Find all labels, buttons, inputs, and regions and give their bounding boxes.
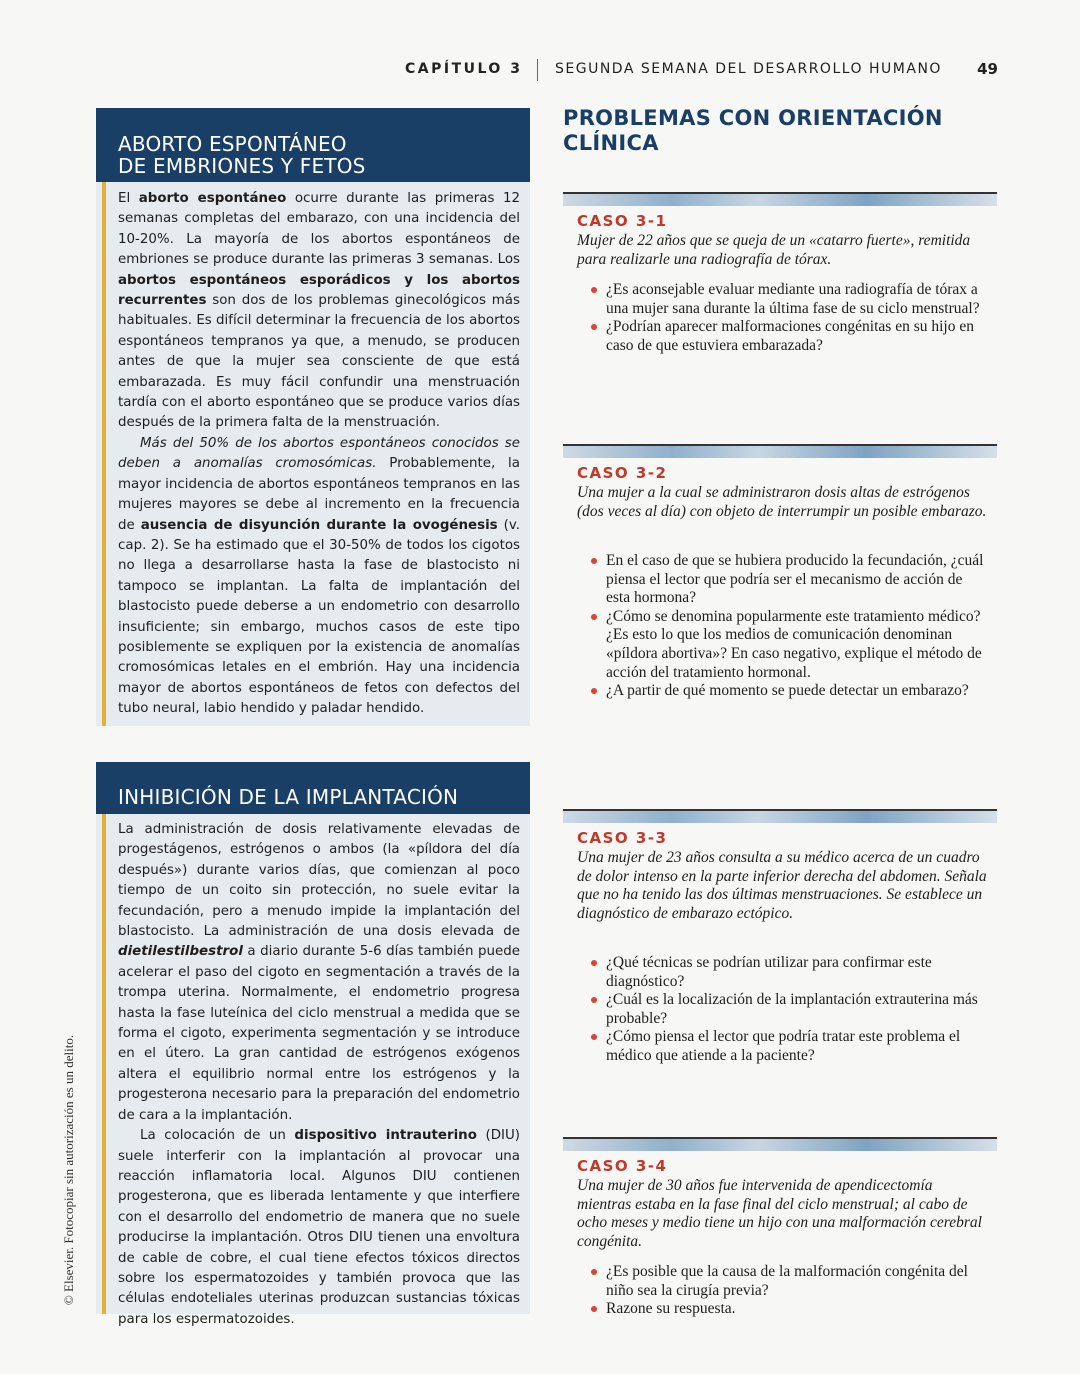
box-aborto-title-line1: ABORTO ESPONTÁNEO (118, 132, 347, 156)
page-number: 49 (977, 60, 998, 78)
box-inhibicion-title (96, 762, 530, 814)
box-aborto-body (118, 189, 520, 720)
case-title: CASO 3-4 (577, 1157, 668, 1175)
bullet-icon (591, 960, 597, 966)
question-text: ¿Cómo piensa el lector que podría tratar este problema el médico que atiende a la paciente? (606, 1028, 961, 1064)
case-question (587, 682, 987, 701)
question-text: Razone su respuesta. (606, 1300, 736, 1318)
box-inhibicion-paragraph-2: La colocación de un dispositivo intrauterino (DIU) suele interferir con la implantación al provocar una reacción inflamatoria local. Algunos DIU contienen progesterona, que es liberada lentamente y que interfiere con el desarrollo del endometrio de manera que no suele producirse la implantación. Otros DIU tienen una envoltura de cable de cobre, el cual tiene efectos tóxicos directos sobre los espermatozoides y también provoca que las células endoteliales uterinas produzcan sustancias tóxicas para los espermatozoides. (118, 1128, 520, 1327)
header-divider (537, 59, 538, 81)
bullet-icon (591, 614, 597, 620)
case-question (587, 318, 987, 355)
case-question (587, 1263, 987, 1300)
case-questions (587, 954, 987, 1066)
copyright-note (58, 1020, 80, 1320)
case-divider-bar (563, 192, 997, 206)
question-text: ¿Podrían aparecer malformaciones congénitas en su hijo en caso de que estuviera embarazada? (606, 318, 974, 354)
case-divider-bar (563, 1137, 997, 1151)
box-aborto-paragraph-1: El aborto espontáneo ocurre durante las primeras 12 semanas completas del embarazo, con una incidencia del 10-20%. La mayoría de los abortos espontáneos de embriones se produce durante las primeras 3 semanas. Los abortos espontáneos esporádicos y los abortos recurrentes son dos de los problemas ginecológicos más habituales. Es difícil determinar la frecuencia de los abortos espontáneos tempranos ya que, a menudo, se producen antes de que la mujer sea consciente de que está embarazada. Es muy fácil confundir una menstruación tardía con el aborto espontáneo que se produce varios días después de la primera falta de la menstruación. (118, 191, 520, 431)
question-text: ¿Es posible que la causa de la malformación congénita del niño sea la cirugía previa? (606, 1263, 968, 1299)
problemas-heading-line1: PROBLEMAS CON ORIENTACIÓN (563, 106, 943, 130)
chapter-label: CAPÍTULO 3 (405, 61, 523, 77)
problemas-heading-line2: CLÍNICA (563, 131, 659, 155)
case-title: CASO 3-2 (577, 464, 668, 482)
box-inhibicion-body (118, 820, 520, 1330)
case-intro: Una mujer de 23 años consulta a su médico acerca de un cuadro de dolor intenso en la parte inferior derecha del abdomen. Señala que no ha tenido las dos últimas menstruaciones. Se establece un diagnóstico de embarazo ectópico. (577, 849, 987, 922)
box-aborto-title-line2: DE EMBRIONES Y FETOS (118, 154, 366, 178)
case-questions (587, 1263, 987, 1319)
bullet-icon (591, 558, 597, 564)
case-question (587, 1300, 987, 1319)
case-question (587, 1028, 987, 1065)
case-divider-bar (563, 444, 997, 458)
case-3-4 (563, 1137, 997, 1327)
bullet-icon (591, 287, 597, 293)
problemas-heading (563, 106, 983, 156)
bullet-icon (591, 1306, 597, 1312)
box-inhibicion-title-text: INHIBICIÓN DE LA IMPLANTACIÓN (118, 785, 459, 809)
box-inhibicion-implantacion (96, 762, 530, 1327)
case-3-3 (563, 809, 997, 1079)
question-text: En el caso de que se hubiera producido la fecundación, ¿cuál piensa el lector que podría ser el mecanismo de acción de esta hormona? (606, 552, 984, 607)
bullet-icon (591, 1034, 597, 1040)
bullet-icon (591, 688, 597, 694)
case-divider-bar (563, 809, 997, 823)
case-intro: Una mujer de 30 años fue intervenida de apendicectomía mientras estaba en la fase final del ciclo menstrual; al cabo de ocho meses y medio tiene un hijo con una malformación cerebral congénita. (577, 1177, 982, 1250)
question-text: ¿Cuál es la localización de la implantación extrauterina más probable? (606, 991, 978, 1027)
bullet-icon (591, 1269, 597, 1275)
question-text: ¿A partir de qué momento se puede detectar un embarazo? (606, 682, 969, 700)
case-title: CASO 3-3 (577, 829, 668, 847)
bullet-icon (591, 324, 597, 330)
box-aborto-espontaneo (96, 108, 530, 726)
running-header (380, 59, 1000, 81)
case-question (587, 608, 987, 682)
question-text: ¿Cómo se denomina popularmente este tratamiento médico? ¿Es esto lo que los medios de comunicación denominan «píldora abortiva»? En caso negativo, explique el método de acción del tratamiento hormonal. (606, 607, 982, 681)
box-inhibicion-paragraph-1: La administración de dosis relativamente elevadas de progestágenos, estrógenos o ambos (la «píldora del día después») durante varios días, que comienzan al poco tiempo de un coito sin protección, no suele evitar la fecundación, pero a menudo impide la implantación del blastocisto. La administración de una dosis elevada de dietilestilbestrol a diario durante 5-6 días también puede acelerar el paso del cigoto en segmentación a través de la trompa uterina. Normalmente, el endometrio progresa hasta la fase luteínica del ciclo menstrual a medida que se forma el cigoto, experimenta segmentación y se introduce en el útero. La gran cantidad de estrógenos exógenos altera el equilibrio normal entre los estrógenos y la progesterona necesario para la preparación del endometrio de cara a la implantación. (118, 822, 520, 1123)
case-3-1 (563, 192, 997, 382)
question-text: ¿Es aconsejable evaluar mediante una radiografía de tórax a una mujer sana durante la última fase de su ciclo menstrual? (606, 281, 980, 317)
case-title: CASO 3-1 (577, 212, 668, 230)
case-questions (587, 552, 987, 701)
box-aborto-title (96, 108, 530, 182)
bullet-icon (591, 997, 597, 1003)
chapter-title: SEGUNDA SEMANA DEL DESARROLLO HUMANO (555, 61, 942, 77)
case-question (587, 991, 987, 1028)
question-text: ¿Qué técnicas se podrían utilizar para confirmar este diagnóstico? (606, 954, 932, 990)
case-questions (587, 281, 987, 355)
case-question (587, 552, 987, 608)
case-question (587, 954, 987, 991)
case-intro: Mujer de 22 años que se queja de un «catarro fuerte», remitida para realizarle una radiografía de tórax. (577, 232, 971, 268)
case-question (587, 281, 987, 318)
box-aborto-paragraph-2: Más del 50% de los abortos espontáneos conocidos se deben a anomalías cromosómicas. Probablemente, la mayor incidencia de abortos espontáneos tempranos en las mujeres mayores se debe al incremento en la frecuencia de ausencia de disyunción durante la ovogénesis (v. cap. 2). Se ha estimado que el 30-50% de todos los cigotos no llega a desarrollarse hasta la fase de blastocisto ni tampoco se implantan. La falta de implantación del blastocisto puede deberse a un endometrio con desarrollo insuficiente; sin embargo, muchos casos de este tipo posiblemente se expliquen por la existencia de anomalías cromosómicas letales en el embrión. Hay una incidencia mayor de abortos espontáneos de fetos con defectos del tubo neural, labio hendido y paladar hendido. (118, 435, 520, 717)
case-intro: Una mujer a la cual se administraron dosis altas de estrógenos (dos veces al día) con objeto de interrumpir un posible embarazo. (577, 484, 987, 520)
case-3-2 (563, 444, 997, 744)
copyright-text: © Elsevier. Fotocopiar sin autorización es un delito. (61, 1034, 76, 1306)
